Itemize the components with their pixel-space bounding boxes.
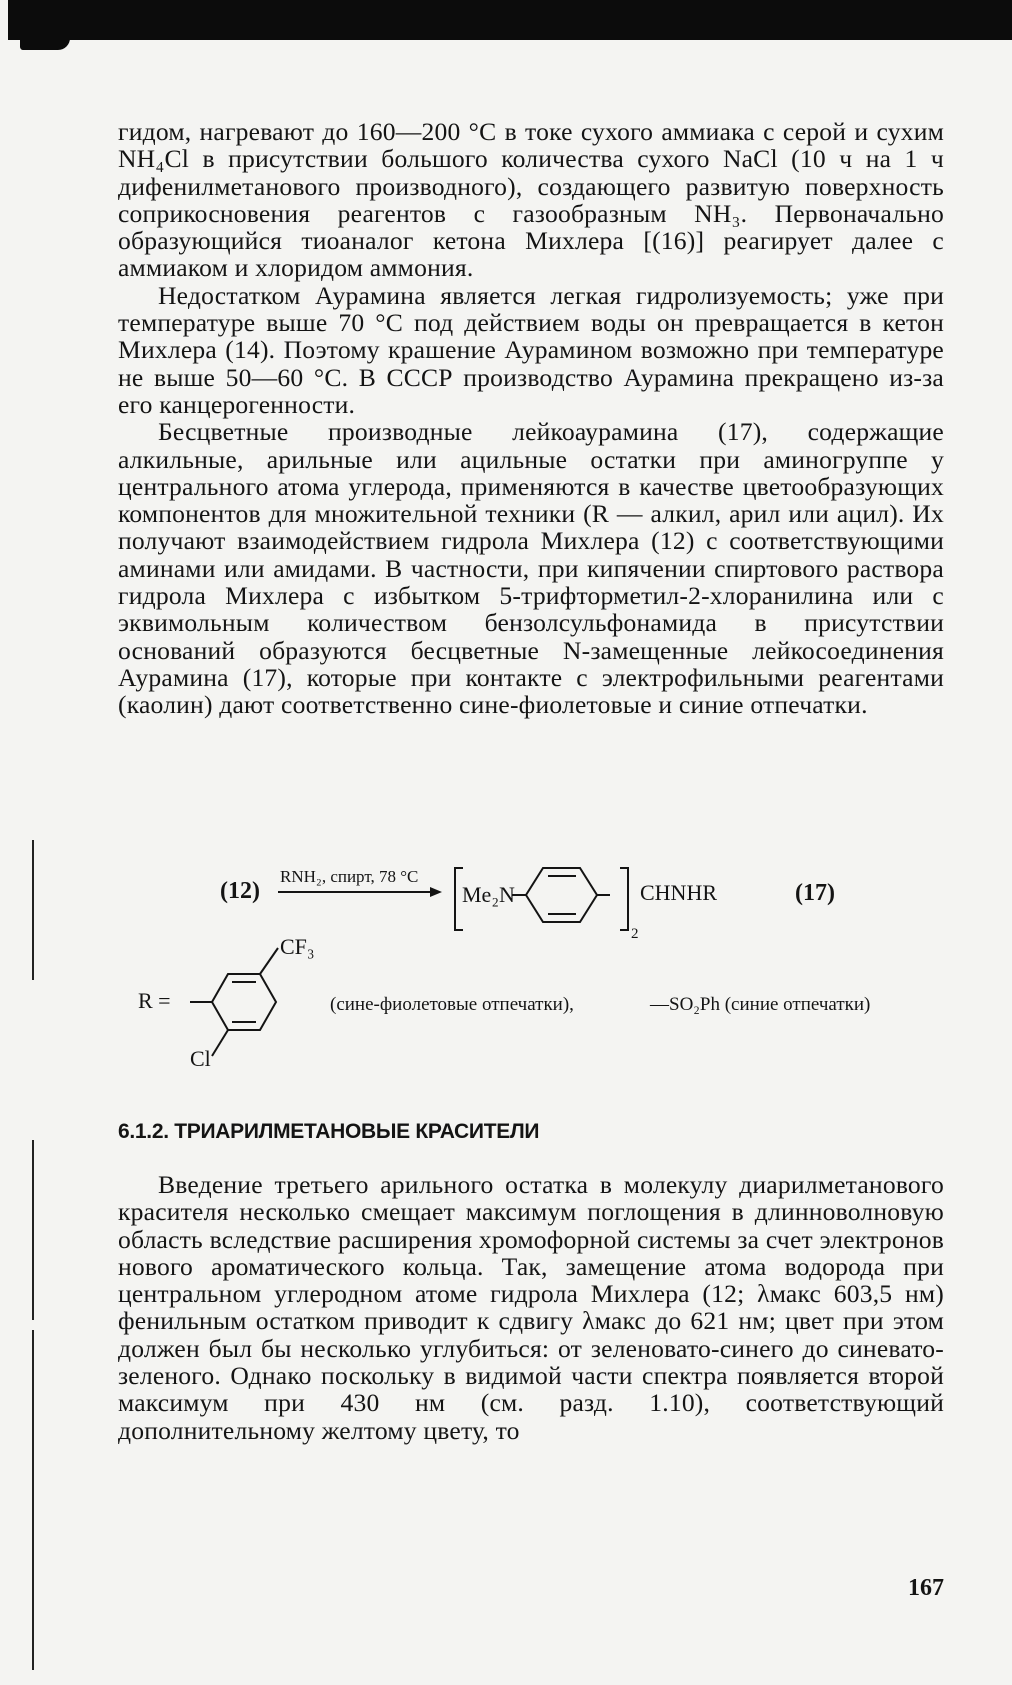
cf3-substituent: CF₃: [280, 934, 315, 959]
note-blue-prints: —SO₂Ph (синие отпечатки): [650, 994, 871, 1015]
reaction-scheme: [130, 860, 930, 1070]
cl-substituent: Cl: [190, 1046, 211, 1070]
scan-edge-mark: [20, 38, 70, 50]
paragraph-4: Введение третьего арильного остатка в молекулу диарилметанового красителя несколько смещает максимум поглощения в длинноволновую область вследствие расширения хромофорной системы за счет электронов нового ароматического кольца. Так, замещение атома водорода при центральном углеродном атоме гидрола Михлера (12; λмакс 603,5 нм) фенильным остатком приводит к сдвигу λмакс до 621 нм; цвет при этом должен был бы несколько углубиться: от зеленовато-синего до синевато-зеленого. Однако поскольку в видимой части спектра появляется второй максимум при 430 нм (см. разд. 1.10), соответствующий дополнительному желтому цвету, то: [118, 1170, 944, 1445]
scan-top-border: [8, 0, 1012, 40]
product-label: (17): [795, 880, 835, 906]
body-text-bottom: [118, 1171, 944, 1444]
paragraph-2: Недостатком Аурамина является легкая гидролизуемость; уже при температуре выше 70 °C под действием воды он превращается в кетон Михлера (14). Поэтому крашение Аурамином возможно при температуре не выше 50—60 °C. В СССР производство Аурамина прекращено из-за его канцерогенности.: [118, 280, 944, 419]
page-number: 167: [908, 1575, 944, 1601]
reactant-label: (12): [220, 878, 260, 904]
dimethylamino-group: Me₂N: [462, 882, 515, 907]
arrow-head: [430, 887, 442, 897]
paragraph-1: гидом, нагревают до 160—200 °C в токе сухого аммиака с серой и сухим NH₄Cl в присутствии большого количества сухого NaCl (10 ч на 1 ч дифенилметанового производного), создающего развитую поверхность соприкосновения реагентов с газообразным NH₃. Первоначально образующийся тиоаналог кетона Михлера [(16)] реагирует далее с аммиаком и хлоридом аммония.: [118, 117, 944, 283]
scan-margin-line: [32, 1330, 34, 1670]
product-group: CHNHR: [640, 880, 718, 905]
paragraph-3: Бесцветные производные лейкоаурамина (17), содержащие алкильные, арильные или ацильные остатки при аминогруппе у центрального атома углерода, применяются в качестве цветообразующих компонентов для множительной техники (R — алкил, арил или ацил). Их получают взаимодействием гидрола Михлера (12) с соответствующими аминами или амидами. В частности, при кипячении спиртового раствора гидрола Михлера с избытком 5-трифторметил-2-хлоранилина или с эквимольным количеством бензолсульфонамида в присутствии оснований образуются бесцветные N-замещенные лейкосоединения Аурамина (17), которые при контакте с электрофильными реагентами (каолин) дают соответственно сине-фиолетовые и синие отпечатки.: [118, 417, 944, 720]
scan-margin-line: [32, 840, 34, 980]
section-heading: 6.1.2. ТРИАРИЛМЕТАНОВЫЕ КРАСИТЕЛИ: [118, 1120, 540, 1143]
body-text-top: [118, 118, 944, 719]
note-violet-prints: (сине-фиолетовые отпечатки),: [330, 994, 574, 1015]
r-definition: R =: [138, 988, 171, 1013]
bracket-subscript: 2: [631, 926, 639, 942]
scan-margin-line: [32, 1140, 34, 1320]
reaction-conditions: RNH₂, спирт, 78 °C: [280, 867, 419, 886]
right-bracket: [620, 868, 628, 930]
